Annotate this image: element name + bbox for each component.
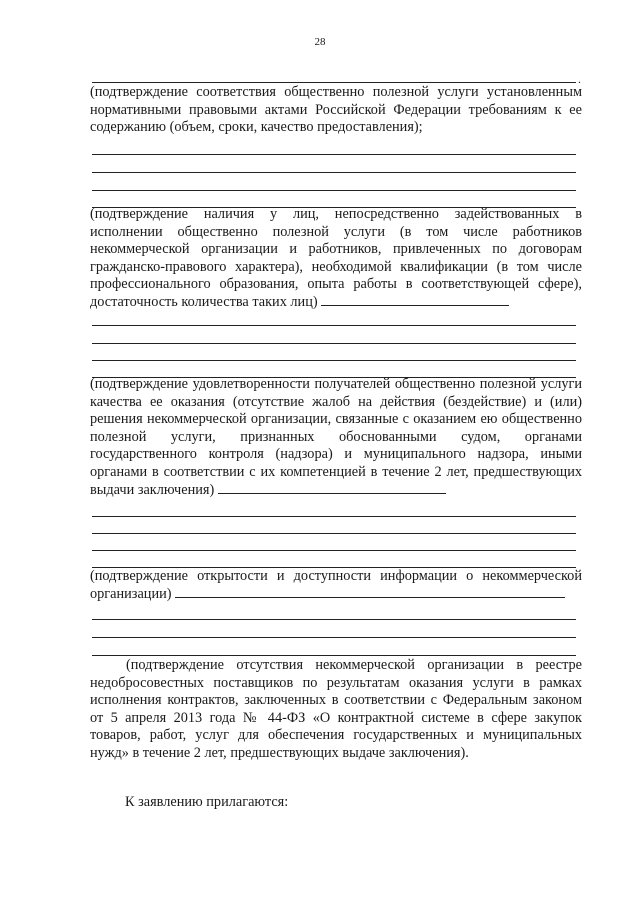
page-number: 28 [314,36,326,48]
section-3-text [90,376,582,499]
section-4-body: (подтверждение открытости и доступности информации о некоммерческой организации) [90,568,582,602]
blank-line [92,190,576,191]
trailing-dot: . [578,72,581,86]
section-4-text [90,568,582,603]
section-3-fill-line [218,483,446,494]
blank-line [92,619,576,620]
blank-line [92,550,576,551]
section-2-fill-line [321,295,509,306]
section-2-text [90,206,582,312]
section-5-text: (подтверждение отсутствия некоммерческой организации в реестре недобросовестных поставщиков по результатам оказания услуги в рамках исполнения контрактов, заключенных в соответствии с Федеральным законом от 5 апреля 2013 года № 44-ФЗ «О контрактной системе в сфере закупок товаров, работ, услуг для обеспечения государственных и муниципальных нужд» в течение 2 лет, предшествующих выдаче заключения). [90,657,582,761]
blank-line [92,655,576,656]
section-1-text: (подтверждение соответствия общественно полезной услуги установленным нормативными правовыми актами Российской Федерации требованиям к ее содержанию (объем, сроки, качество предоставления); [90,84,582,136]
blank-line [92,82,576,83]
blank-line [92,325,576,326]
blank-line [92,172,576,173]
blank-line [92,154,576,155]
blank-line [92,343,576,344]
attachments-label: К заявлению прилагаются: [125,794,289,810]
blank-line [92,360,576,361]
blank-line [92,533,576,534]
blank-line [92,637,576,638]
section-4-fill-line [175,587,565,598]
blank-line [92,516,576,517]
section-3-body: (подтверждение удовлетворенности получателей общественно полезной услуги качества ее оказания (отсутствие жалоб на действия (бездействие) и (или) решения некоммерческой организации, связанные с оказанием ею общественно полезной услуги, признанных обоснованными судом, органами государственного контроля (надзора) и муниципального надзора, иными органами в соответствии с их компетенцией в течение 2 лет, предшествующих выдачи заключения) [90,376,582,498]
section-2-body: (подтверждение наличия у лиц, непосредственно задействованных в исполнении общественно полезной услуги (в том числе работников некоммерческой организации и работников, привлеченных по договорам гражданско-правового характера), необходимой квалификации (в том числе профессионального образования, опыта работы в соответствующей сфере), достаточность количества таких лиц) [90,206,582,310]
